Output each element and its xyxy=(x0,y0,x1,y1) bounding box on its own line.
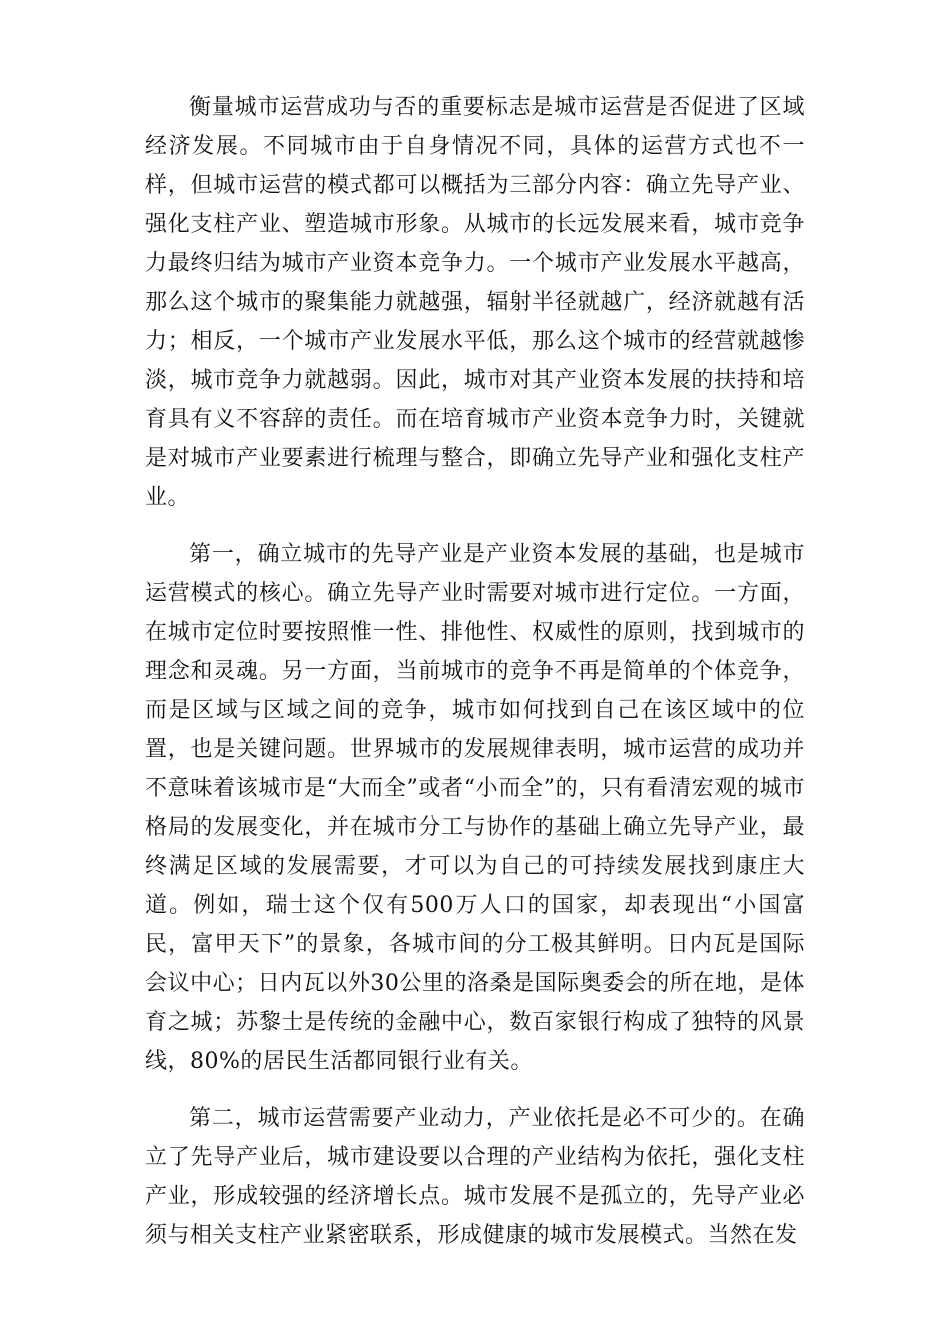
paragraph-3: 第二，城市运营需要产业动力，产业依托是必不可少的。在确立了先导产业后，城市建设要以合理的产业结构为依托，强化支柱产业，形成较强的经济增长点。城市发展不是孤立的，先导产业必须与相关支柱产业紧密联系，形成健康的城市发展模式。当然在发 xyxy=(145,1106,805,1248)
document-body xyxy=(145,88,805,1273)
paragraph-1: 衡量城市运营成功与否的重要标志是城市运营是否促进了区域经济发展。不同城市由于自身情况不同，具体的运营方式也不一样，但城市运营的模式都可以概括为三部分内容：确立先导产业、强化支柱产业、塑造城市形象。从城市的长远发展来看，城市竞争力最终归结为城市产业资本竞争力。一个城市产业发展水平越高，那么这个城市的聚集能力就越强，辐射半径就越广，经济就越有活力；相反，一个城市产业发展水平低，那么这个城市的经营就越惨淡，城市竞争力就越弱。因此，城市对其产业资本发展的扶持和培育具有义不容辞的责任。而在培育城市产业资本竞争力时，关键就是对城市产业要素进行梳理与整合，即确立先导产业和强化支柱产业。 xyxy=(145,95,805,510)
paragraph-2: 第一，确立城市的先导产业是产业资本发展的基础，也是城市运营模式的核心。确立先导产业时需要对城市进行定位。一方面，在城市定位时要按照惟一性、排他性、权威性的原则，找到城市的理念和灵魂。另一方面，当前城市的竞争不再是简单的个体竞争，而是区域与区域之间的竞争，城市如何找到自己在该区域中的位置，也是关键问题。世界城市的发展规律表明，城市运营的成功并不意味着该城市是“大而全”或者“小而全”的，只有看清宏观的城市格局的发展变化，并在城市分工与协作的基础上确立先导产业，最终满足区域的发展需要，才可以为自己的可持续发展找到康庄大道。例如，瑞士这个仅有500万人口的国家，却表现出“小国富民，富甲天下”的景象，各城市间的分工极其鲜明。日内瓦是国际会议中心；日内瓦以外30公里的洛桑是国际奥委会的所在地，是体育之城；苏黎士是传统的金融中心，数百家银行构成了独特的风景线，80%的居民生活都同银行业有关。 xyxy=(145,542,805,1074)
